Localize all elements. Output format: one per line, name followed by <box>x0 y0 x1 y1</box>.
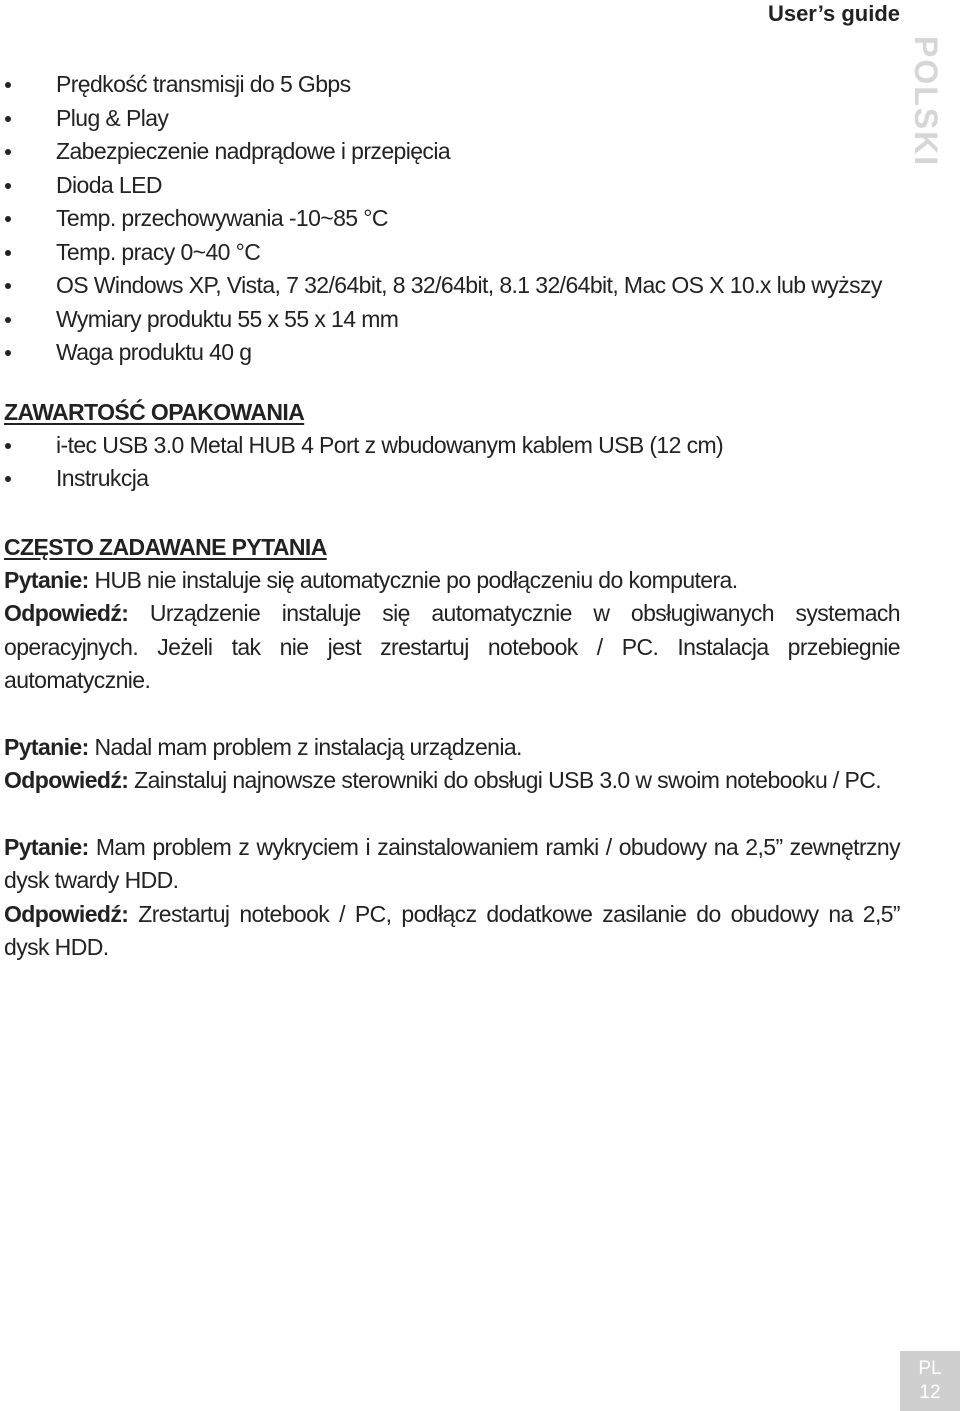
list-item: Temp. przechowywania -10~85 °C <box>4 202 900 236</box>
question-label: Pytanie: <box>4 566 89 593</box>
specs-list <box>4 68 900 370</box>
answer-label: Odpowiedź: <box>4 767 129 793</box>
list-item: Temp. pracy 0~40 °C <box>4 236 900 270</box>
list-item: Wymiary produktu 55 x 55 x 14 mm <box>4 303 900 337</box>
faq-question-1 <box>4 564 900 598</box>
list-item: Instrukcja <box>4 462 900 496</box>
question-text: HUB nie instaluje się automatycznie po podłączeniu do komputera. <box>94 566 738 593</box>
question-label: Pytanie: <box>4 833 89 860</box>
list-item: Plug & Play <box>4 102 900 136</box>
answer-text: Urządzenie instaluje się automatycznie w obsługiwanych systemach operacyjnych. Jeżeli tak nie jest zrestartuj notebook / PC. Instalacja przebiegnie automatycznie. <box>4 600 900 693</box>
language-code: PL <box>918 1358 942 1379</box>
list-item: Waga produktu 40 g <box>4 336 900 370</box>
question-text: Nadal mam problem z instalacją urządzenia. <box>94 733 522 760</box>
page-number-badge <box>900 1351 960 1411</box>
package-heading: ZAWARTOŚĆ OPAKOWANIA <box>4 398 305 425</box>
spacer <box>4 798 900 831</box>
list-item: i-tec USB 3.0 Metal HUB 4 Port z wbudowanym kablem USB (12 cm) <box>4 429 900 463</box>
header-title: User’s guide <box>767 1 900 26</box>
faq-heading: CZĘSTO ZADAWANE PYTANIA <box>4 533 327 560</box>
faq-answer-1 <box>4 597 900 698</box>
question-label: Pytanie: <box>4 733 89 760</box>
faq-answer-3 <box>4 898 900 965</box>
faq-question-2 <box>4 731 900 765</box>
answer-label: Odpowiedź: <box>4 600 129 626</box>
list-item: Dioda LED <box>4 169 900 203</box>
faq-answer-2 <box>4 764 900 798</box>
page-number: 12 <box>919 1382 941 1403</box>
question-text: Mam problem z wykryciem i zainstalowaniem ramki / obudowy na 2,5” zewnętrzny dysk twardy HDD. <box>4 833 900 893</box>
list-item: OS Windows XP, Vista, 7 32/64bit, 8 32/64bit, 8.1 32/64bit, Mac OS X 10.x lub wyższy <box>4 269 900 303</box>
package-list <box>4 429 900 496</box>
language-side-label: POLSKI <box>908 36 944 168</box>
faq-question-3 <box>4 831 900 898</box>
answer-text: Zainstaluj najnowsze sterowniki do obsługi USB 3.0 w swoim notebooku / PC. <box>134 767 882 793</box>
answer-text: Zrestartuj notebook / PC, podłącz dodatkowe zasilanie do obudowy na 2,5” dysk HDD. <box>4 900 900 960</box>
list-item: Prędkość transmisji do 5 Gbps <box>4 68 900 102</box>
answer-label: Odpowiedź: <box>4 900 129 927</box>
page-content <box>4 68 900 965</box>
list-item: Zabezpieczenie nadprądowe i przepięcia <box>4 135 900 169</box>
spacer <box>4 698 900 731</box>
